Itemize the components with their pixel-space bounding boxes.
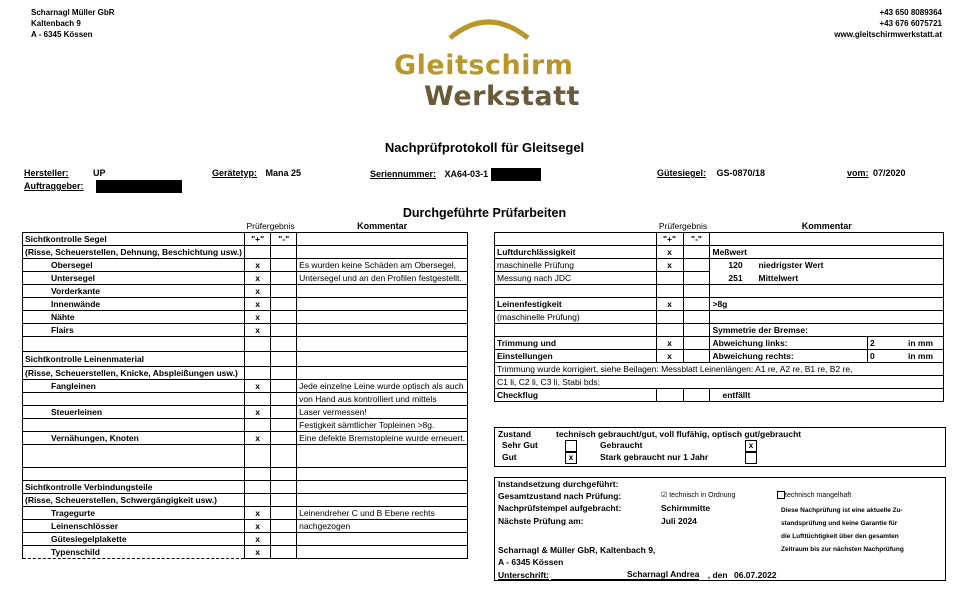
festigkeit-plus: x <box>656 298 683 311</box>
table-row <box>23 380 468 393</box>
row-minus <box>271 507 297 520</box>
row-label: Gütesiegelplakette <box>23 533 245 546</box>
zustand-desc: technisch gebraucht/gut, voll flufähig, optisch gut/gebraucht <box>556 429 802 439</box>
row-comment <box>297 533 468 546</box>
hersteller-row <box>24 168 106 178</box>
instandsetzung: Instandsetzung durchgeführt: <box>498 479 619 489</box>
page-title: Nachprüfprotokoll für Gleitsegel <box>384 140 585 155</box>
row-label <box>23 419 245 432</box>
luft-title: Luftdurchlässigkeit <box>495 246 657 259</box>
phone-2: +43 676 6075721 <box>879 19 942 28</box>
abw-links-label: Abweichung links: <box>710 337 868 350</box>
stempel-label: Nachprüfstempel aufgebracht: <box>498 503 622 513</box>
table-row <box>23 324 468 337</box>
section-title: Durchgeführte Prüfarbeiten <box>402 206 567 220</box>
row-label: Vorderkante <box>23 285 245 298</box>
verb-title: Sichtkontrolle Verbindungsteile <box>23 481 245 494</box>
guetesiegel-row <box>657 168 765 178</box>
row-minus <box>271 432 297 445</box>
guetesiegel-value: GS-0870/18 <box>716 168 766 178</box>
row-plus <box>244 419 270 432</box>
row-comment: von Hand aus kontrolliert und mittels <box>297 393 468 406</box>
vom-value: 07/2020 <box>873 168 906 178</box>
serien-row <box>370 168 541 181</box>
col-pruef-right: Prüfergebnis <box>658 221 708 231</box>
addr-1: Scharnagl & Müller GbR, Kaltenbach 9, <box>498 545 656 555</box>
gut-label: Gut <box>502 452 517 462</box>
table-row <box>23 285 468 298</box>
company-contact <box>834 7 942 40</box>
luft-plus2: x <box>656 259 683 272</box>
row-label: Flairs <box>23 324 245 337</box>
row-minus <box>271 324 297 337</box>
opt-ok-checkbox[interactable]: ☑ <box>661 492 668 499</box>
row-minus <box>271 406 297 419</box>
row-plus: x <box>244 285 270 298</box>
logo <box>388 8 588 113</box>
row-label: Tragegurte <box>23 507 245 520</box>
left-table <box>22 220 468 559</box>
row-minus <box>271 380 297 393</box>
company-address <box>31 7 115 40</box>
row-label: Obersegel <box>23 259 245 272</box>
row-comment: nachgezogen <box>297 520 468 533</box>
row-minus <box>271 393 297 406</box>
addr-2: A - 6345 Kössen <box>498 557 564 567</box>
row-comment: Es wurden keine Schäden am Obersegel, <box>297 259 468 272</box>
check-title: Checkflug <box>495 389 657 402</box>
geraetetyp-value: Mana 25 <box>265 168 302 178</box>
check-val: entfällt <box>710 389 944 402</box>
note-4: Zeitraum bis zur nächsten Nachprüfung <box>781 546 904 553</box>
row-plus: x <box>244 432 270 445</box>
sehr-gut-label: Sehr Gut <box>502 440 538 450</box>
opt-bad-label: technisch mangelhaft <box>785 491 852 499</box>
table-row <box>23 406 468 419</box>
leinen-sub: (Risse, Scheuerstellen, Knicke, Abspleißungen usw.) <box>23 367 245 380</box>
row-minus <box>271 298 297 311</box>
row-comment <box>297 285 468 298</box>
row-plus: x <box>244 533 270 546</box>
company-name: Scharnagl Müller GbR <box>31 8 115 17</box>
gesamt-label: Gesamtzustand nach Prüfung: <box>498 491 622 501</box>
row-minus <box>271 419 297 432</box>
messwert-label: Meßwert <box>710 246 944 259</box>
row-minus <box>271 311 297 324</box>
abw-rechts-label: Abweichung rechts: <box>710 350 868 363</box>
luft-plus: x <box>656 246 683 259</box>
col-minus: "-" <box>271 233 297 246</box>
table-row <box>23 507 468 520</box>
company-city: A - 6345 Kössen <box>31 30 93 39</box>
row-plus: x <box>244 324 270 337</box>
row-plus: x <box>244 259 270 272</box>
row-plus: x <box>244 380 270 393</box>
row-comment <box>297 546 468 559</box>
table-row <box>23 393 468 406</box>
table-row <box>23 520 468 533</box>
stark-label: Stark gebraucht nur 1 Jahr <box>600 452 709 462</box>
abw-rechts: 0 <box>870 351 875 361</box>
verb-sub: (Risse, Scheuerstellen, Schwergängigkeit usw.) <box>23 494 245 507</box>
row-comment <box>297 311 468 324</box>
row-comment: Laser vermessen! <box>297 406 468 419</box>
row-label: Nähte <box>23 311 245 324</box>
guetesiegel-label: Gütesiegel: <box>657 168 707 178</box>
sehr-gut-checkbox[interactable] <box>565 440 577 452</box>
festigkeit-sub: (maschinelle Prüfung) <box>495 311 657 324</box>
opt-ok <box>661 491 735 499</box>
col-komm-right: Kommentar <box>801 221 852 231</box>
gut-checkbox[interactable]: x <box>565 452 577 464</box>
luft-sub2: Messung nach JDC <box>495 272 657 285</box>
sig-label: Unterschrift: <box>498 570 550 580</box>
signature-row <box>498 569 938 580</box>
row-comment <box>297 324 468 337</box>
segel-title: Sichtkontrolle Segel <box>23 233 245 246</box>
table-row <box>23 546 468 559</box>
serien-value: XA64-03-1 <box>444 168 489 179</box>
row-label: Fangleinen <box>23 380 245 393</box>
gebraucht-label: Gebraucht <box>600 440 643 450</box>
logo-arc-icon <box>388 8 588 48</box>
table-row <box>23 533 468 546</box>
row-comment: Leinendreher C und B Ebene rechts <box>297 507 468 520</box>
row-label: Untersegel <box>23 272 245 285</box>
row-comment <box>297 298 468 311</box>
leinen-title: Sichtkontrolle Leinenmaterial <box>23 352 245 367</box>
row-label: Leinenschlösser <box>23 520 245 533</box>
row-comment: Eine defekte Bremstopleine wurde erneuert. <box>297 432 468 445</box>
note-3: die Lufttüchtigkeit über den gesamten <box>781 533 899 540</box>
col-minus-right: "-" <box>683 233 710 246</box>
phone-1: +43 650 8089364 <box>879 8 942 17</box>
messwert1: 120 <box>728 260 743 271</box>
row-label: Innenwände <box>23 298 245 311</box>
opt-bad-checkbox[interactable] <box>777 491 785 499</box>
hersteller-label: Hersteller: <box>24 168 69 178</box>
final-box <box>494 477 946 581</box>
table-row <box>23 298 468 311</box>
geraetetyp-label: Gerätetyp: <box>212 168 258 178</box>
row-label: Vernähungen, Knoten <box>23 432 245 445</box>
abw-links: 2 <box>870 338 875 348</box>
messwert1-desc: niedrigster Wert <box>758 260 824 271</box>
row-plus: x <box>244 298 270 311</box>
stark-checkbox[interactable] <box>745 452 757 464</box>
opt-ok-label: technisch in Ordnung <box>669 492 736 499</box>
vom-row <box>847 168 906 178</box>
segel-sub: (Risse, Scheuerstellen, Dehnung, Beschichtung usw.) <box>23 246 245 259</box>
row-comment: Jede einzelne Leine wurde optisch als auch <box>297 380 468 393</box>
redaction-box <box>491 168 541 181</box>
row-plus: x <box>244 507 270 520</box>
row-label: Typenschild <box>23 546 245 559</box>
zustand-box <box>494 427 946 467</box>
unit-rechts: in mm <box>908 351 934 361</box>
table-row <box>23 419 468 432</box>
hersteller-value: UP <box>93 168 106 178</box>
row-minus <box>271 520 297 533</box>
geraetetyp-row <box>212 168 301 178</box>
col-komm: Kommentar <box>357 221 408 231</box>
logo-line2: Werkstatt <box>424 81 580 112</box>
row-comment: Festigkeit sämtlicher Topleinen >8g. <box>297 419 468 432</box>
messwert2: 251 <box>728 272 743 283</box>
opt-bad <box>777 491 851 499</box>
vom-label: vom: <box>847 168 869 178</box>
row-label <box>23 393 245 406</box>
table-row <box>23 272 468 285</box>
auftraggeber-label: Auftraggeber: <box>24 181 84 191</box>
luft-sub1: maschinelle Prüfung <box>495 259 657 272</box>
den-label: , den <box>707 570 728 580</box>
website: www.gleitschirmwerkstatt.at <box>834 30 942 39</box>
logo-line1: Gleitschirm <box>394 50 574 81</box>
trimm-title2: Einstellungen <box>495 350 657 363</box>
row-plus: x <box>244 311 270 324</box>
row-minus <box>271 533 297 546</box>
trimm-note1: Trimmung wurde korrigiert, siehe Beilagen: Messblatt Leinenlängen: A1 re, A2 re, B1 re, B2 re, <box>495 363 944 376</box>
messwert2-desc: Mittelwert <box>758 272 799 283</box>
trimm-note2: C1 li, C2 li, C3 li, Stabi bds; <box>495 376 944 389</box>
row-comment: Untersegel und an den Profilen festgestellt. <box>297 272 468 285</box>
row-plus: x <box>244 272 270 285</box>
row-minus <box>271 272 297 285</box>
col-plus-right: "+" <box>656 233 683 246</box>
naechste-label: Nächste Prüfung am: <box>498 516 584 526</box>
disclaimer <box>781 504 941 556</box>
row-minus <box>271 259 297 272</box>
row-minus <box>271 546 297 559</box>
naechste-val: Juli 2024 <box>661 516 697 526</box>
row-plus: x <box>244 406 270 419</box>
trimm-plus2: x <box>656 350 683 363</box>
company-street: Kaltenbach 9 <box>31 19 81 28</box>
note-1: Diese Nachprüfung ist eine aktuelle Zu- <box>781 507 903 514</box>
row-plus: x <box>244 520 270 533</box>
right-table <box>494 220 944 402</box>
trimm-plus1: x <box>656 337 683 350</box>
table-row <box>23 311 468 324</box>
row-plus <box>244 393 270 406</box>
gebraucht-checkbox[interactable]: x <box>745 440 757 452</box>
row-minus <box>271 285 297 298</box>
trimm-title1: Trimmung und <box>495 337 657 350</box>
festigkeit-title: Leinenfestigkeit <box>495 298 657 311</box>
zustand-label: Zustand <box>498 429 532 439</box>
col-plus: "+" <box>244 233 270 246</box>
table-row <box>23 259 468 272</box>
festigkeit-val: >8g <box>710 298 944 311</box>
stempel-val: Schirmmitte <box>661 503 711 513</box>
serien-label: Seriennummer: <box>370 168 437 179</box>
table-row <box>23 432 468 445</box>
symmetrie: Symmetrie der Bremse: <box>710 324 944 337</box>
row-plus: x <box>244 546 270 559</box>
auftraggeber-row <box>24 181 84 191</box>
note-2: standsprüfung und keine Garantie für <box>781 520 898 527</box>
redaction-box <box>96 180 182 193</box>
sig-name: Scharnagl Andrea <box>551 569 699 580</box>
sig-date: 06.07.2022 <box>733 570 777 580</box>
unit-links: in mm <box>908 338 934 348</box>
col-pruef: Prüfergebnis <box>246 221 295 231</box>
row-label: Steuerleinen <box>23 406 245 419</box>
